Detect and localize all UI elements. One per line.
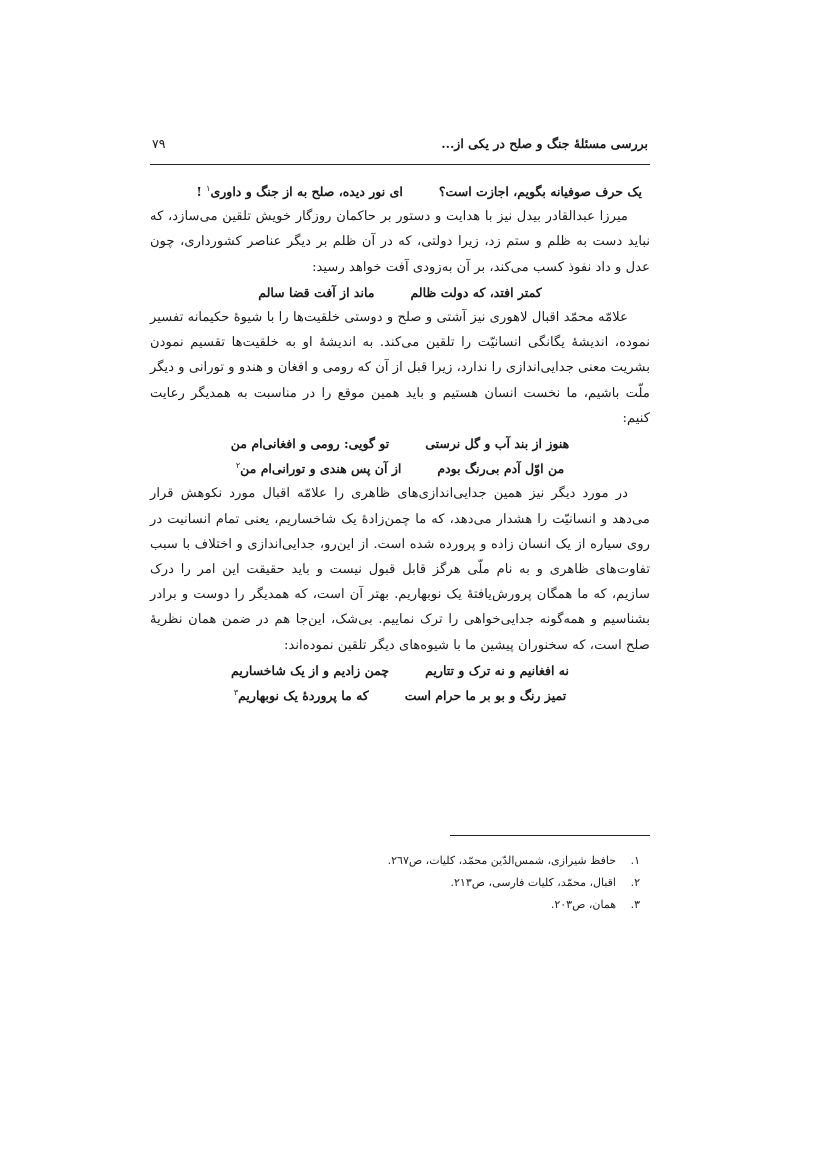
- verse-hemistich: یک حرف صوفیانه بگویم، اجازت است؟: [438, 184, 642, 199]
- verse-hemistich: من اوّل آدم بی‌رنگ بودم: [437, 461, 565, 477]
- verse-hemistich: کمتر افتد، که دولت ظالم: [410, 284, 542, 300]
- verse-hemistich: تمیز رنگ و بو بر ما حرام است: [404, 688, 567, 704]
- verse-hemistich: هنوز از بند آب و گل نرستی: [425, 436, 570, 452]
- page-number: ۷۹: [152, 136, 166, 151]
- verse-line: [150, 456, 650, 481]
- verse-hemistich: چمن زادیم و از یک شاخساریم: [231, 662, 390, 678]
- verse-hemistich: ای نور دیده، صلح به از جنگ و داوری$^۱$ !: [196, 183, 403, 199]
- footnote-number: ۱.: [630, 854, 640, 867]
- verse-hemistich-text: از آن پس هندی و تورانی‌ام من: [240, 461, 402, 477]
- verse-line: [150, 179, 650, 204]
- running-header: [150, 136, 650, 165]
- footnote-number: ۲.: [630, 876, 640, 889]
- footnote-divider: [450, 835, 650, 836]
- verse-hemistich: نه افغانیم و نه ترک و تتاریم: [425, 662, 569, 678]
- footnotes: [150, 850, 650, 916]
- footnote: [150, 894, 650, 916]
- book-page: [150, 136, 650, 708]
- verse-hemistich-text: که ما پروردهٔ یک نوبهاریم: [238, 688, 369, 704]
- verse-hemistich-text: ای نور دیده، صلح به از جنگ و داوری: [210, 184, 403, 199]
- verse-line: [150, 431, 650, 456]
- footnote: [150, 850, 650, 872]
- paragraph: در مورد دیگر نیز همین جدایی‌اندازی‌های ظاهری را علامّه اقبال مورد نکوهش قرار می‌دهد و انسانیّت را هشدار می‌دهد، که ما چمن‌زادهٔ یک شاخساریم، یعنی تمام انسانیت در روی سیاره از یک انسان زاده و پرورده شده است. از این‌رو، جدایی‌اندازی و اختلاف با سبب تفاوت‌های ظاهری و به نام ملّی هرگز قابل قبول نیست و باید حقیقت این امر را درک سازیم، که ما همگان پرورش‌یافتهٔ یک نوبهاریم. بهتر آن است، که همدیگر را دوست و برادر بشناسیم و همه‌گونه جدایی‌خواهی را ترک نماییم. بی‌شک، این‌جا هم در ضمن همان نظریهٔ صلح است، که سخنوران پیشین ما با شیوه‌های دیگر تلقین نموده‌اند:: [150, 486, 650, 653]
- running-title: بررسی مسئلهٔ جنگ و صلح در یکی از...: [441, 136, 648, 151]
- footnote-number: ۳.: [630, 898, 640, 911]
- verse-hemistich: [236, 456, 402, 481]
- paragraph: علامّه محمّد اقبال لاهوری نیز آشتی و صلح و دوستی خلقیت‌ها را با شیوهٔ حکیمانه تفسیر نموده، اندیشهٔ یگانگی انسانیّت را تلقین می‌کند. به اندیشهٔ او به خلقیت‌ها تقسیم نمودن بشریت معنی جدایی‌اندازی را ندارد، زیرا قبل از آن که رومی و افغان و هندو و تورانی و دیگر ملّت باشیم، ما نخست انسان هستیم و باید همین موقع را در مناسبت به همدیگر رعایت کنیم:: [150, 310, 650, 426]
- footnote-text: حافظ شیرازی، شمس‌الدّین محمّد، کلیات، ص۲٦۷.: [387, 854, 616, 867]
- footnote-ref: ۳: [233, 687, 239, 697]
- verse-hemistich: ماند از آفت قضا سالم: [258, 284, 375, 300]
- footnote-text: همان، ص۲۰۳.: [550, 898, 616, 911]
- footnote-text: اقبال، محمّد، کلیات فارسی، ص۲۱۳.: [450, 876, 616, 889]
- verse-hemistich: تو گویی: رومی و افغانی‌ام من: [230, 436, 390, 452]
- footnote-ref: ۲: [235, 461, 241, 471]
- verse-hemistich: [234, 683, 369, 708]
- footnote-ref: ۱: [206, 183, 211, 193]
- verse-line: [150, 658, 650, 683]
- body-text: [150, 179, 650, 708]
- verse-line: [150, 683, 650, 708]
- paragraph: میرزا عبدالقادر بیدل نیز با هدایت و دستور بر حاکمان روزگار خویش تلقین می‌سازد، که نباید دست به ظلم و ستم زد، زیرا دولتی، که در آن ظلم بر دیگر عناصر کشورداری، چون عدل و داد نفوذ کسب می‌کند، بر آن به‌زودی آفت خواهد رسید:: [150, 209, 650, 275]
- verse-line: [150, 280, 650, 305]
- footnote: [150, 872, 650, 894]
